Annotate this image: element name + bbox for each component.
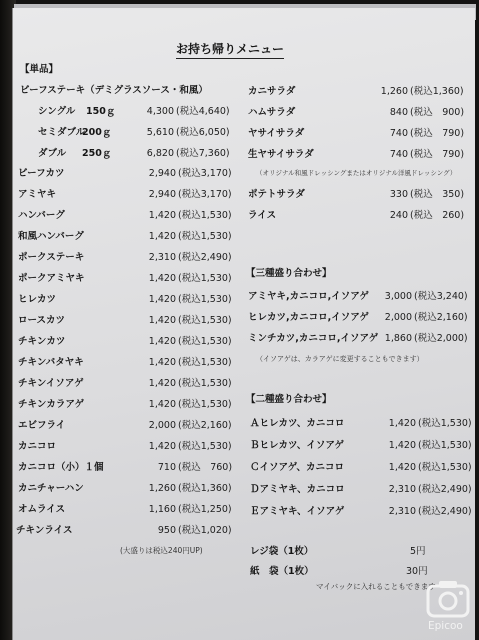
- menu-item-tax: (税込1,530): [178, 336, 232, 347]
- combo3-tax: (税込2,160): [414, 312, 468, 323]
- side-item-name: ポテトサラダ: [248, 189, 305, 200]
- combo2-name: Ｄアミヤキ、カニコロ: [250, 484, 345, 495]
- side-item-tax: (税込 350): [410, 189, 465, 200]
- menu-item-name: エビフライ: [18, 420, 66, 431]
- menu-item-name: ハンバーグ: [18, 210, 65, 221]
- menu-item-tax: (税込1,530): [178, 294, 232, 305]
- menu-item-name: チキンイソアゲ: [18, 378, 84, 389]
- menu-item-name: チキンバタヤキ: [18, 357, 84, 368]
- menu-item-name: チキンライス: [16, 525, 73, 536]
- menu-item-price: 1,420: [148, 210, 176, 221]
- salad-name: ハムサラダ: [248, 107, 296, 118]
- salad-name: ヤサイサラダ: [248, 128, 305, 139]
- salad-price: 840: [389, 107, 408, 118]
- menu-item-name: チキンカラアゲ: [18, 399, 85, 410]
- side-item-price: 240: [389, 210, 408, 221]
- menu-item-tax: (税込1,530): [178, 378, 232, 389]
- paper-bag-price: 30円: [406, 566, 428, 577]
- steak-variant-price: 6,820: [146, 148, 174, 159]
- combo3-price: 2,000: [384, 312, 412, 323]
- menu-item-tax: (税込1,020): [178, 525, 232, 536]
- menu-paper: [12, 8, 475, 640]
- menu-item-tax: (税込1,530): [178, 210, 232, 221]
- steak-variant-tax: (税込7,360): [176, 148, 230, 159]
- menu-item-price: 950: [157, 525, 176, 536]
- combo3-name: アミヤキ,カニコロ,イソアゲ: [248, 291, 369, 302]
- section-heading-single: 【単品】: [20, 64, 59, 75]
- steak-variant-weight: 200ｇ: [82, 127, 112, 138]
- menu-item-name: カニチャーハン: [18, 483, 84, 494]
- shopping-bag-label: レジ袋（1枚）: [250, 546, 314, 557]
- menu-item-tax: (税込1,250): [178, 504, 232, 515]
- menu-item-name: オムライス: [18, 504, 66, 515]
- menu-item-name: 和風ハンバーグ: [18, 231, 84, 242]
- steak-heading: ビーフステーキ（デミグラスソース・和風）: [20, 85, 208, 96]
- menu-item-tax: (税込1,530): [178, 231, 232, 242]
- combo2-name: Ｂヒレカツ、イソアゲ: [250, 440, 345, 451]
- menu-item-tax: (税込1,530): [178, 315, 232, 326]
- steak-variant-price: 4,300: [146, 106, 174, 117]
- menu-item-price: 1,420: [148, 336, 176, 347]
- menu-item-name: チキンカツ: [18, 336, 66, 347]
- steak-variant-weight: 150ｇ: [86, 106, 116, 117]
- salad-tax: (税込 790): [410, 149, 465, 160]
- menu-item-price: 2,310: [148, 252, 176, 263]
- steak-variant-weight: 250ｇ: [82, 148, 112, 159]
- combo3-name: ミンチカツ,カニコロ,イソアゲ: [248, 333, 379, 344]
- menu-title: お持ち帰りメニュー: [176, 40, 284, 59]
- menu-item-price: 1,420: [148, 231, 176, 242]
- section-heading-three-combo: 【三種盛り合わせ】: [246, 268, 332, 279]
- menu-item-tax: (税込1,530): [178, 399, 232, 410]
- menu-item-price: 2,000: [148, 420, 176, 431]
- menu-item-price: 1,420: [148, 294, 176, 305]
- menu-item-name: カニコロ: [18, 441, 57, 452]
- menu-item-price: 1,420: [148, 399, 176, 410]
- salad-tax: (税込1,360): [410, 86, 464, 97]
- salad-tax: (税込 790): [410, 128, 465, 139]
- combo3-price: 1,860: [384, 333, 412, 344]
- combo2-price: 1,420: [388, 462, 416, 473]
- menu-item-tax: (税込1,360): [178, 483, 232, 494]
- combo3-name: ヒレカツ,カニコロ,イソアゲ: [248, 312, 369, 323]
- dressing-note: （オリジナル和風ドレッシングまたはオリジナル洋風ドレッシング）: [256, 169, 457, 177]
- menu-item-price: 710: [157, 462, 176, 473]
- combo3-price: 3,000: [384, 291, 412, 302]
- combo2-price: 2,310: [388, 506, 416, 517]
- menu-item-price: 1,420: [148, 273, 176, 284]
- combo2-price: 1,420: [388, 418, 416, 429]
- combo2-price: 2,310: [388, 484, 416, 495]
- combo2-tax: (税込1,530): [418, 440, 472, 451]
- menu-item-price: 2,940: [148, 168, 176, 179]
- steak-variant-name: シングル: [38, 106, 76, 117]
- steak-variant-name: ダブル: [38, 148, 67, 159]
- salad-name: カニサラダ: [248, 86, 296, 97]
- combo2-price: 1,420: [388, 440, 416, 451]
- menu-item-tax: (税込2,160): [178, 420, 232, 431]
- menu-item-price: 1,420: [148, 357, 176, 368]
- salad-tax: (税込 900): [410, 107, 465, 118]
- menu-item-tax: (税込3,170): [178, 168, 232, 179]
- steak-variant-name: セミダブル: [38, 127, 86, 138]
- shopping-bag-price: 5円: [410, 546, 426, 557]
- menu-item-tax: (税込1,530): [178, 273, 232, 284]
- menu-item-tax: (税込2,490): [178, 252, 232, 263]
- menu-item-price: 1,160: [148, 504, 176, 515]
- steak-variant-tax: (税込6,050): [176, 127, 230, 138]
- combo2-tax: (税込1,530): [418, 418, 472, 429]
- menu-item-price: 1,420: [148, 441, 176, 452]
- side-item-name: ライス: [248, 210, 277, 221]
- steak-variant-tax: (税込4,640): [176, 106, 230, 117]
- salad-price: 1,260: [380, 86, 408, 97]
- combo2-name: Ｅアミヤキ、イソアゲ: [250, 506, 345, 517]
- menu-item-name: ポークアミヤキ: [18, 273, 85, 284]
- combo2-tax: (税込2,490): [418, 484, 472, 495]
- menu-item-name: カニコロ（小）１個: [18, 462, 104, 473]
- salad-price: 740: [389, 149, 408, 160]
- menu-item-tax: (税込1,530): [178, 357, 232, 368]
- isoage-change-note: （イソアゲは、カラアゲに変更することもできます）: [256, 355, 424, 363]
- combo3-tax: (税込2,000): [414, 333, 468, 344]
- menu-item-name: ビーフカツ: [18, 168, 65, 179]
- menu-item-name: ロースカツ: [18, 315, 66, 326]
- combo2-name: Ｃイソアゲ、カニコロ: [250, 462, 345, 473]
- menu-item-price: 2,940: [148, 189, 176, 200]
- menu-item-name: ヒレカツ: [18, 294, 57, 305]
- steak-variant-price: 5,610: [146, 127, 174, 138]
- salad-price: 740: [389, 128, 408, 139]
- my-bag-note: マイバックに入れることもできます: [316, 582, 436, 591]
- side-item-price: 330: [389, 189, 408, 200]
- menu-item-tax: (税込3,170): [178, 189, 232, 200]
- combo2-tax: (税込1,530): [418, 462, 472, 473]
- menu-item-price: 1,260: [148, 483, 176, 494]
- combo2-name: Ａヒレカツ、カニコロ: [250, 418, 345, 429]
- section-heading-two-combo: 【二種盛り合わせ】: [246, 394, 332, 405]
- paper-bag-label: 紙 袋（1枚）: [250, 566, 314, 577]
- menu-item-tax: (税込1,530): [178, 441, 232, 452]
- large-portion-note: (大盛りは税込240円UP): [120, 546, 203, 555]
- menu-item-name: ポークステーキ: [18, 252, 85, 263]
- watermark-label: Epicoo: [428, 620, 463, 632]
- combo2-tax: (税込2,490): [418, 506, 472, 517]
- menu-item-name: アミヤキ: [18, 189, 57, 200]
- menu-item-tax: (税込 760): [178, 462, 233, 473]
- combo3-tax: (税込3,240): [414, 291, 468, 302]
- menu-item-price: 1,420: [148, 378, 176, 389]
- salad-name: 生ヤサイサラダ: [248, 149, 314, 160]
- menu-item-price: 1,420: [148, 315, 176, 326]
- side-item-tax: (税込 260): [410, 210, 465, 221]
